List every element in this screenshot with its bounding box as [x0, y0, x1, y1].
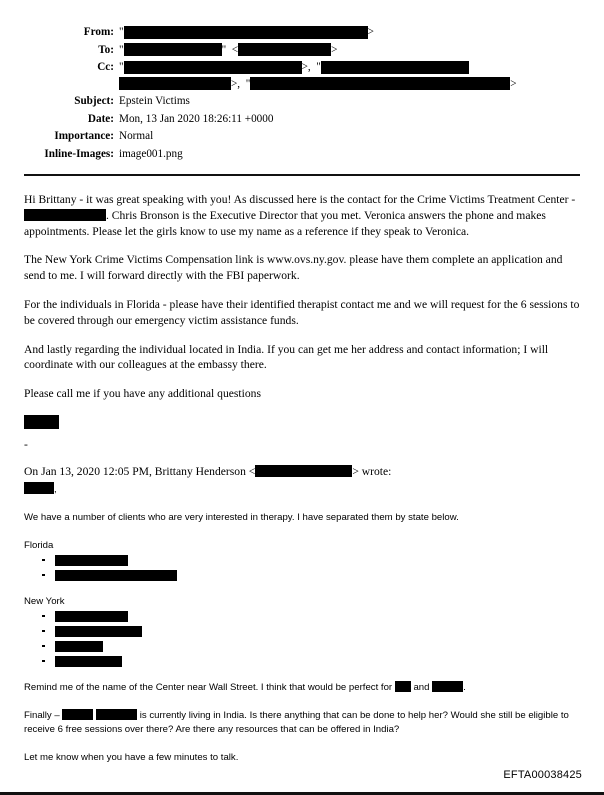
message-paragraph-4: And lastly regarding the individual located in India. If you can get me her address and contact information; I will coordinate with our colleagues at the embassy there. — [24, 342, 549, 372]
bates-number: EFTA00038425 — [503, 769, 582, 781]
quoted-paragraph-3 — [24, 709, 580, 737]
cc-label: Cc: — [97, 61, 114, 73]
redaction-newyork-4 — [55, 656, 122, 667]
redaction-newyork-3 — [55, 641, 103, 652]
list-item — [55, 626, 580, 637]
subject-label: Subject: — [74, 95, 114, 107]
redaction-florida-1 — [55, 555, 128, 566]
quoted-paragraph-4: Let me know when you have a few minutes to talk. — [24, 751, 239, 763]
to-label: To: — [98, 43, 114, 56]
message-paragraph-1-text-b: . Chris Bronson is the Executive Director that you met. Veronica answers the phone and makes appointments. Please let the girls know to use my name as a reference if they speak to Veronica. — [24, 208, 546, 238]
inline-images-value: image001.png — [119, 147, 183, 160]
list-item — [55, 641, 580, 652]
quoted-intro-text-a: On Jan 13, 2020 12:05 PM, Brittany Henderson < — [24, 464, 256, 478]
redaction-quoted-greeting — [24, 482, 54, 494]
message-dash: - — [24, 437, 28, 451]
redaction-cc-3 — [119, 77, 231, 90]
from-label: From: — [83, 26, 114, 38]
redaction-india-first-name — [62, 709, 93, 720]
header-row-subject — [24, 93, 580, 110]
list-item — [55, 656, 580, 667]
quoted-paragraph-2-text-a: Remind me of the name of the Center near Wall Street. I think that would be perfect for — [24, 681, 395, 693]
quoted-greeting — [24, 482, 580, 497]
redaction-client-name-2 — [432, 681, 463, 692]
header-row-date — [24, 111, 580, 128]
redaction-newyork-1 — [55, 611, 128, 622]
subject-value: Epstein Victims — [119, 95, 190, 107]
quoted-intro-line — [24, 464, 580, 480]
redaction-india-last-name — [96, 709, 137, 720]
list-item — [55, 611, 580, 622]
date-value: Mon, 13 Jan 2020 18:26:11 +0000 — [119, 112, 274, 125]
new-york-redaction-list — [24, 611, 580, 667]
header-row-cc — [24, 59, 580, 92]
redaction-cc-4 — [250, 77, 510, 90]
redaction-to-name — [124, 43, 222, 56]
quote-open: " — [119, 61, 124, 73]
header-row-to — [24, 42, 580, 59]
message-paragraph-5: Please call me if you have any additional questions — [24, 387, 261, 401]
cc-separator: >, " — [301, 61, 321, 73]
from-value — [119, 24, 580, 41]
quoted-paragraph-3-text-c: is currently living in India. Is there anything that can be done to help her? Would she still be eligible to receive 6 free sessions over there? Are there any resources that can be offered in India? — [24, 709, 569, 735]
message-paragraph-3: For the individuals in Florida - please have their identified therapist contact me and we will request for the 6 sessions to be covered through our emergency victim assistance funds. — [24, 297, 580, 327]
header-row-importance — [24, 128, 580, 145]
angle-close: > — [510, 77, 517, 90]
date-label: Date: — [87, 112, 114, 125]
redaction-cc-2 — [321, 61, 469, 74]
redaction-florida-2 — [55, 570, 177, 581]
new-york-heading: New York — [24, 595, 65, 607]
redaction-cc-1 — [124, 61, 302, 74]
message-paragraph-2: The New York Crime Victims Compensation link is www.ovs.ny.gov. please have them complete an application and send to me. I will forward directly with the FBI paperwork. — [24, 253, 563, 283]
redaction-client-name-1 — [395, 681, 411, 692]
quoted-greeting-punct: , — [54, 483, 57, 495]
list-item — [55, 555, 580, 566]
quoted-paragraph-3-text-a: Finally – — [24, 709, 63, 721]
redaction-newyork-2 — [55, 626, 142, 637]
importance-label: Importance: — [54, 130, 114, 142]
quoted-message-body — [0, 482, 604, 765]
header-row-from — [24, 24, 580, 41]
quoted-paragraph-2-text-b: and — [410, 681, 433, 693]
redaction-signature — [24, 415, 59, 429]
cc-separator: >, " — [231, 77, 251, 90]
angle-close: > — [367, 26, 374, 38]
quoted-paragraph-2 — [24, 681, 580, 695]
quote-close-bracket: " < — [221, 43, 239, 56]
quote-open: " — [119, 43, 124, 56]
quoted-intro-text-b: > wrote: — [352, 464, 392, 478]
importance-value: Normal — [119, 130, 154, 142]
cc-value — [119, 59, 580, 92]
redaction-phone-number — [24, 209, 106, 221]
message-paragraph-1 — [24, 192, 580, 239]
header-row-inline-images — [24, 146, 580, 163]
list-item — [55, 570, 580, 581]
quote-open: " — [119, 26, 124, 38]
message-body — [0, 176, 604, 480]
angle-close: > — [331, 43, 338, 56]
to-value — [119, 42, 580, 59]
florida-redaction-list — [24, 555, 580, 581]
florida-heading: Florida — [24, 539, 54, 551]
email-header — [0, 0, 604, 162]
message-paragraph-1-text-a: Hi Brittany - it was great speaking with you! As discussed here is the contact for the Crime Victims Treatment Center - — [24, 193, 576, 206]
redaction-quoted-sender-address — [255, 465, 352, 477]
quoted-paragraph-2-text-c: . — [463, 681, 466, 693]
redaction-to-address — [238, 43, 331, 56]
redaction-from-address — [124, 26, 368, 39]
signature-block — [24, 415, 580, 429]
quoted-paragraph-1: We have a number of clients who are very interested in therapy. I have separated them by state below. — [24, 511, 459, 523]
inline-images-label: Inline-Images: — [44, 147, 114, 160]
